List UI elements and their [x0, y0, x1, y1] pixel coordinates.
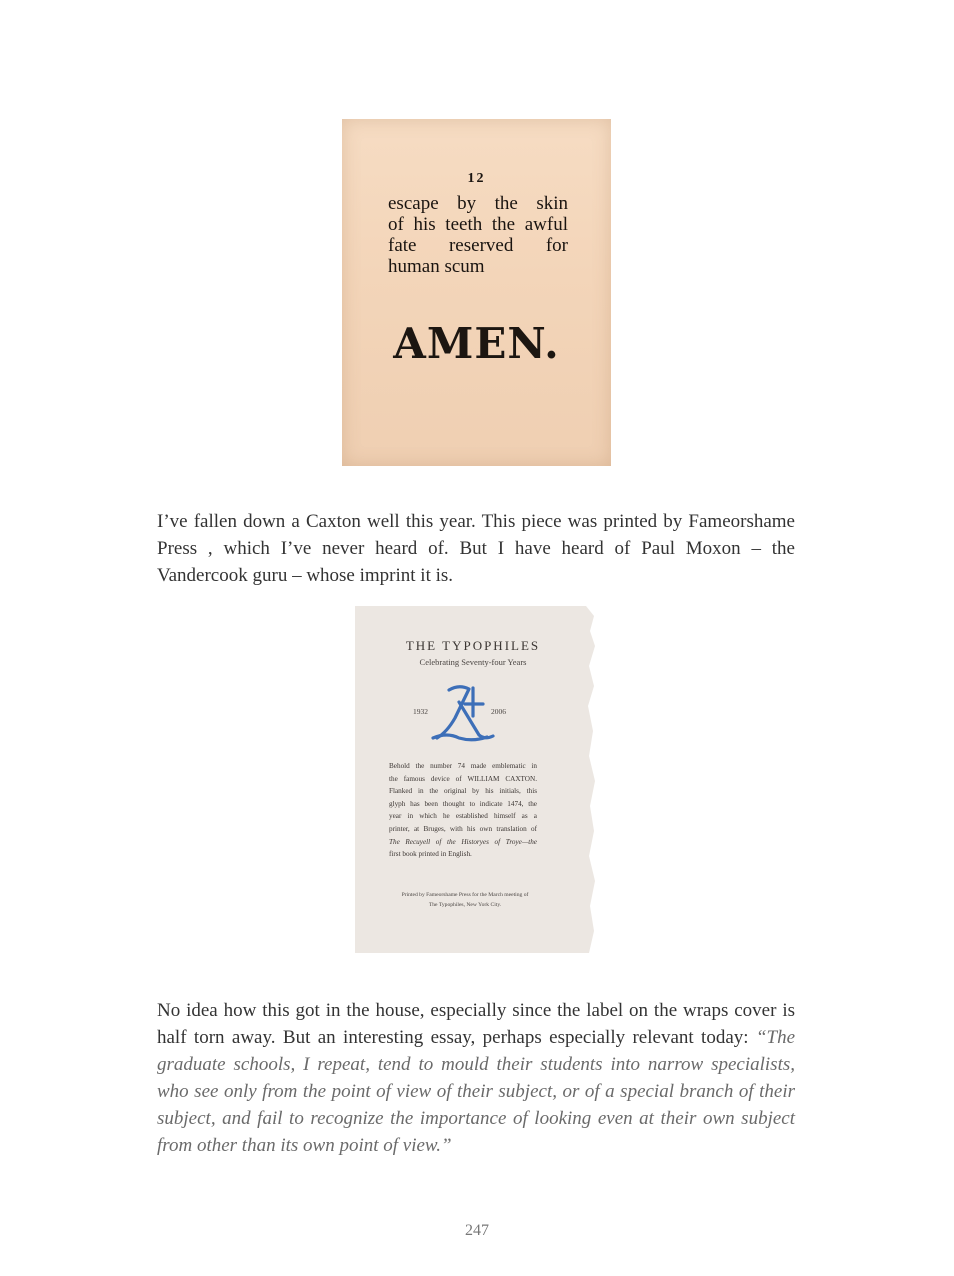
leaf-line: fate reserved for — [388, 235, 568, 256]
leaf-text — [388, 193, 568, 277]
page-number: 247 — [465, 1222, 489, 1239]
body-line: Flanked in the original by his initials, this — [389, 787, 537, 796]
printed-leaf-photo — [342, 119, 611, 466]
essay-quote: “The graduate schools, I repeat, tend to mould their students into narrow specialists, who see only from the point of view of their subject, or of a special branch of their subject, and fail to recognize the importance of looking even at their own subject from other than its own point of view.” — [157, 1027, 796, 1156]
body-line: Behold the number 74 made emblematic in — [389, 762, 537, 770]
colophon-line: Printed by Fameorshame Press for the March meeting of — [401, 892, 529, 898]
body-line: glyph has been thought to indicate 1474, the — [389, 799, 537, 808]
body-line: first book printed in English. — [389, 850, 472, 859]
leaf-amen: AMEN. — [393, 319, 560, 368]
paragraph-essay — [157, 997, 795, 1159]
body-line: The Recuyell of the Historyes of Troye—the — [389, 837, 537, 846]
leaf-line: escape by the skin — [388, 193, 568, 214]
typophiles-body — [389, 760, 537, 861]
caxton-74-device-icon — [429, 680, 499, 742]
body-line: the famous device of WILLIAM CAXTON. — [389, 774, 537, 783]
body-line: printer, at Bruges, with his own translation of — [389, 824, 537, 833]
leaf-page-number: 12 — [467, 171, 486, 186]
typophiles-leaf-photo — [355, 606, 598, 953]
colophon-line: The Typophiles, New York City. — [428, 902, 502, 908]
leaf-line: human scum — [388, 256, 485, 277]
paragraph-caxton: I’ve fallen down a Caxton well this year. This piece was printed by Fameorshame Press , which I’ve never heard of. But I have heard of Paul Moxon – the Vandercook guru – whose imprint it is. — [157, 511, 795, 586]
typophiles-subtitle: Celebrating Seventy-four Years — [419, 657, 527, 667]
year-start: 1932 — [413, 707, 428, 716]
leaf-line: of his teeth the awful — [388, 214, 568, 235]
year-end: 2006 — [491, 707, 506, 716]
typophiles-title: THE TYPOPHILES — [405, 638, 541, 653]
typophiles-colophon — [385, 890, 545, 910]
essay-text: No idea how this got in the house, especially since the label on the wraps cover is half torn away. But an interesting essay, perhaps especially relevant today: — [157, 1000, 795, 1048]
body-line: year in which he established himself as a — [389, 812, 537, 821]
